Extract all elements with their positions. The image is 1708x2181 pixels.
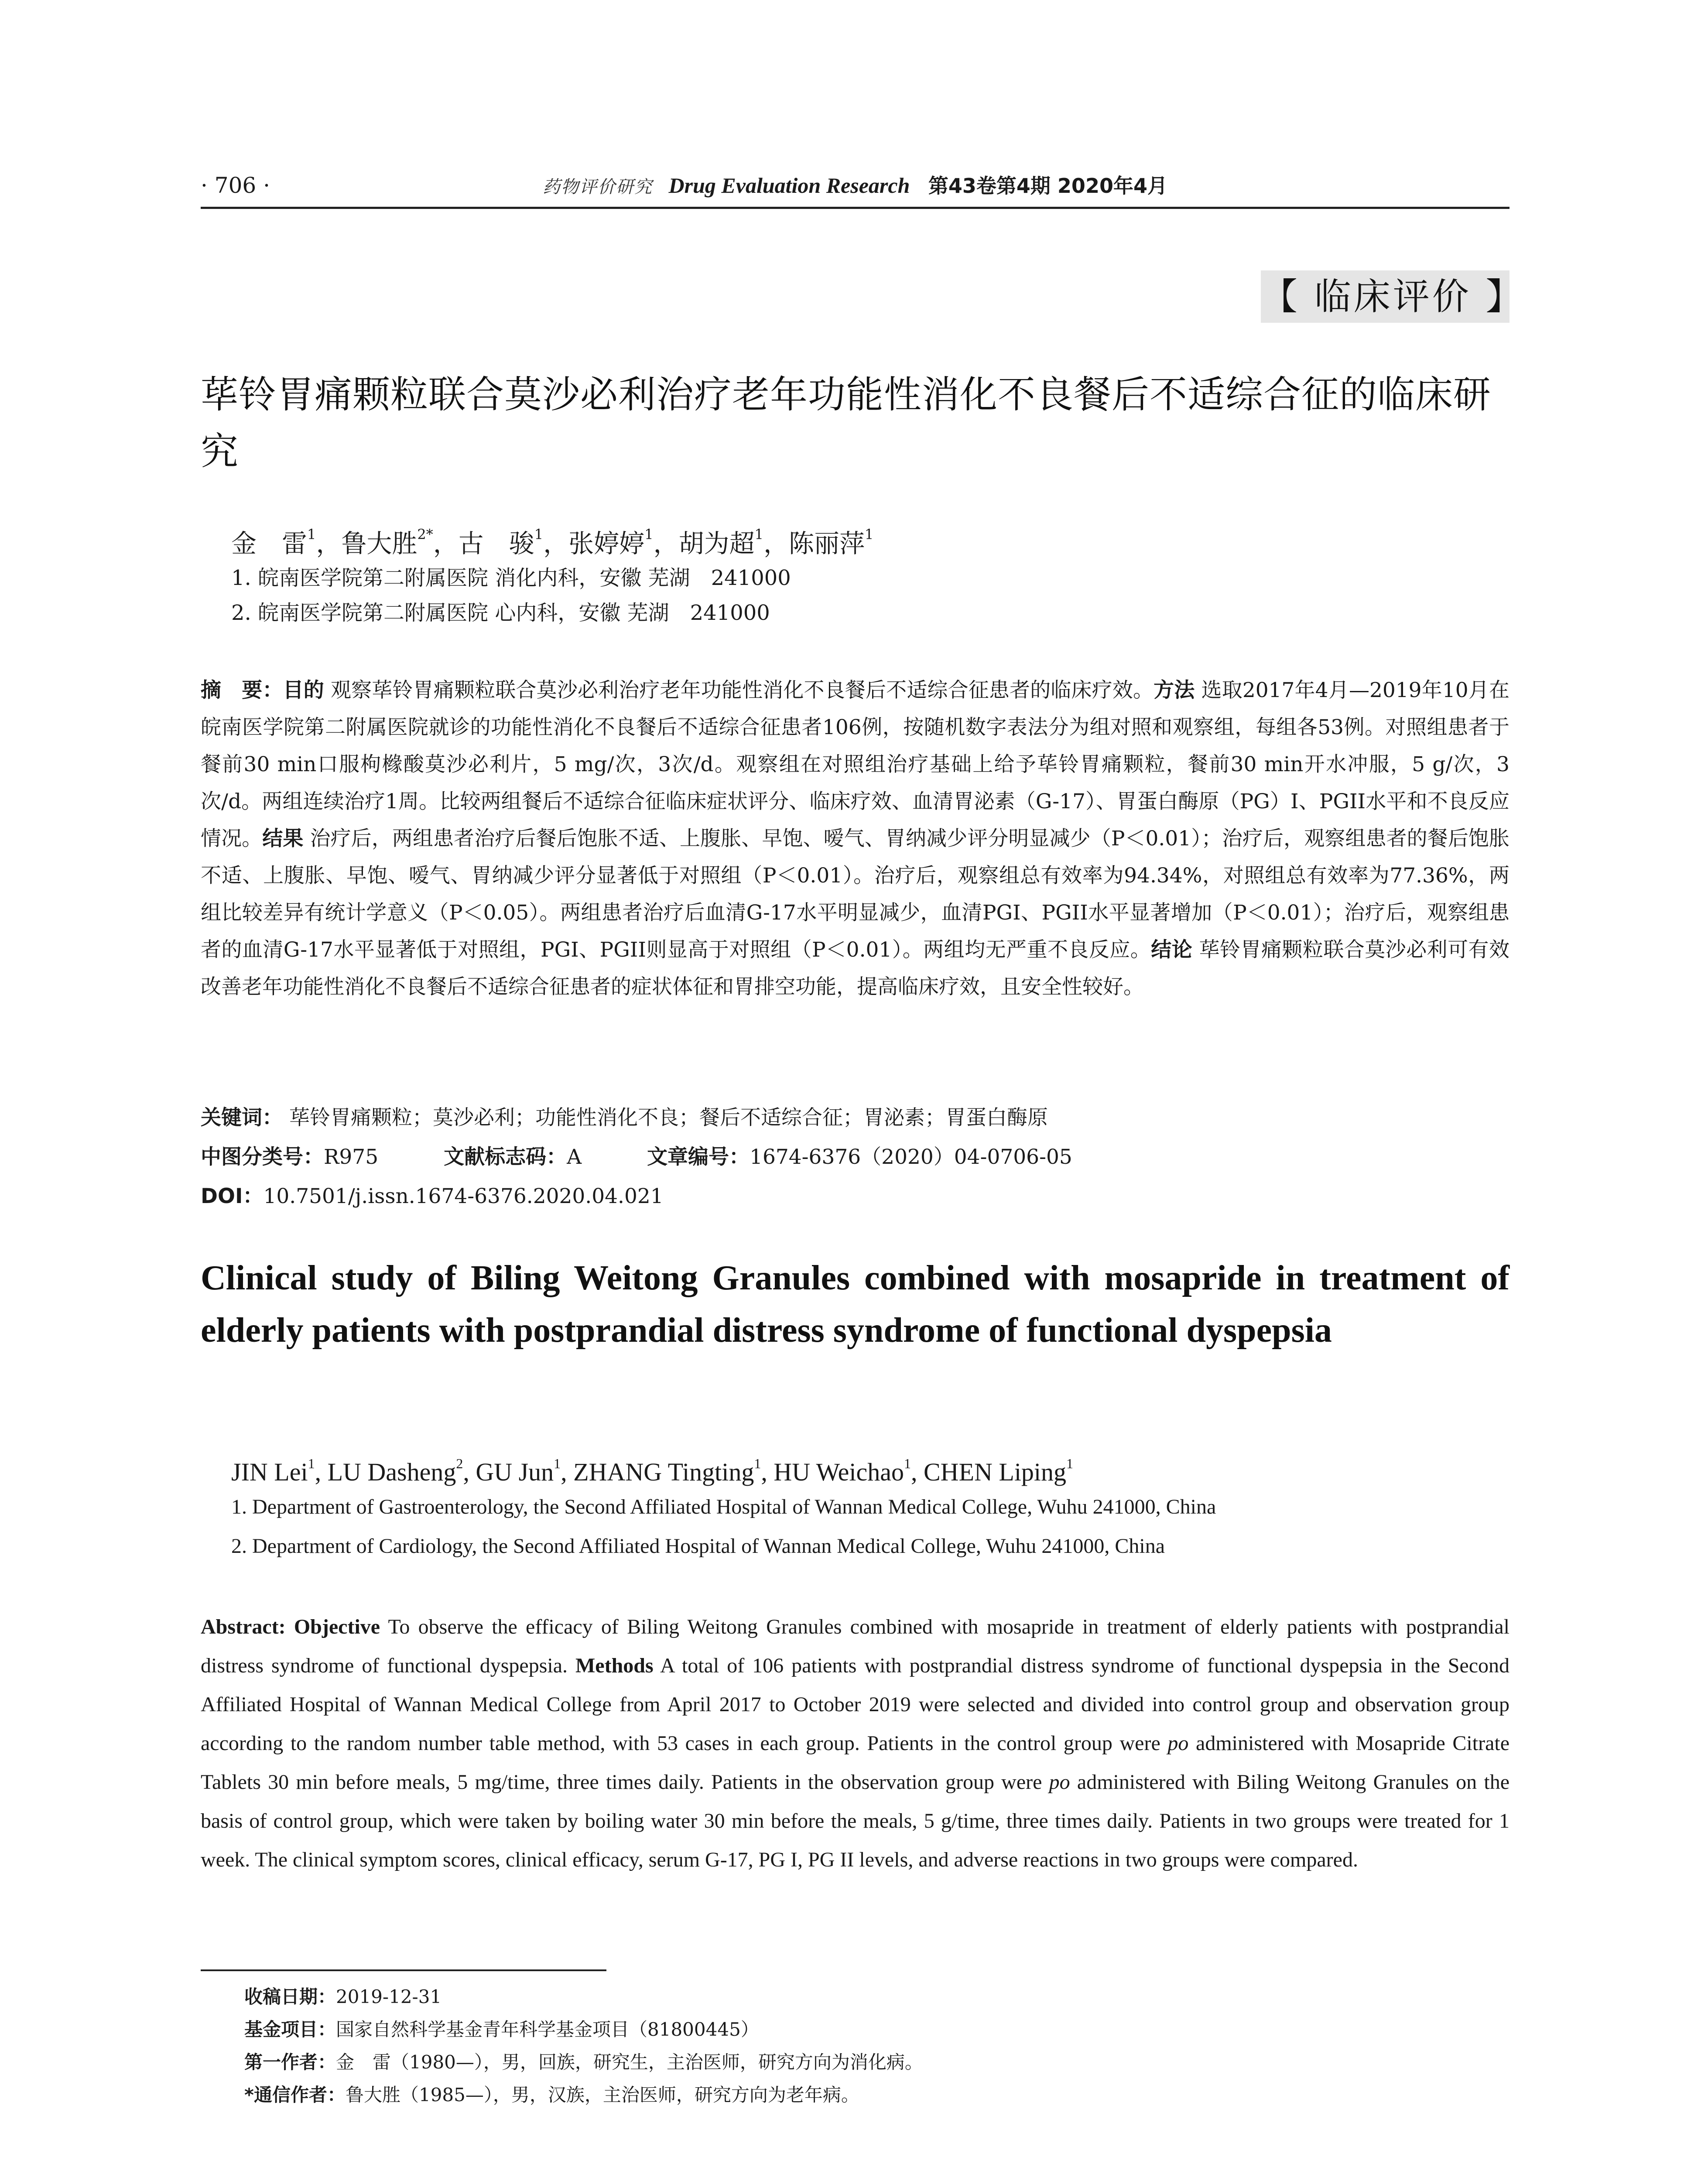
en-methods-text-3: administered with Biling Weitong Granules on the basis of control group, which were taken by boiling water 30 min before the meals, 5 g/time, three times daily. Patients in two groups were treated for 1 week. The clinical symptom scores, clinical efficacy, serum G-17, PG I, PG II levels, and adverse reactions in two groups were compared. [201,1771,1510,1871]
en-author-sup: 1 [1066,1456,1074,1471]
en-abstract-label: Abstract: [201,1615,286,1638]
cn-keywords-label: 关键词： [201,1106,283,1130]
cn-author: 古 骏 [458,529,534,558]
article-no-label: 文章编号： [647,1145,750,1169]
first-author-value: 金 雷（1980—），男，回族，研究生，主治医师，研究方向为消化病。 [336,2051,923,2073]
doi-value: 10.7501/j.issn.1674-6376.2020.04.021 [263,1184,664,1208]
journal-cn-logo: 药物评价研究 [543,177,653,197]
cn-affiliation-2: 2. 皖南医学院第二附属医院 心内科，安徽 芜湖 241000 [231,601,770,625]
cn-conclusion-text: 荜铃胃痛颗粒联合莫沙必利可有效改善老年功能性消化不良餐后不适综合征患者的症状体征和胃排空功能，提高临床疗效，且安全性较好。 [201,938,1509,999]
cn-title: 荜铃胃痛颗粒联合莫沙必利治疗老年功能性消化不良餐后不适综合征的临床研究 [201,373,1491,473]
en-author: LU Dasheng [327,1458,456,1486]
cn-results-label: 结果 [262,827,304,851]
footnote-first-author [244,2046,1509,2078]
en-methods-text-2: administered with Mosapride Citrate Tablets 30 min before meals, 5 mg/time, three times daily. Patients in the observation group were [201,1732,1510,1794]
en-abstract [201,1607,1509,1879]
received-value: 2019-12-31 [336,1986,442,2007]
cn-classification [201,1138,1509,1176]
cn-objective-text: 观察荜铃胃痛颗粒联合莫沙必利治疗老年功能性消化不良餐后不适综合征患者的临床疗效。 [331,678,1154,702]
running-header [201,170,1509,201]
en-author-sup: 1 [904,1456,911,1471]
doi-label: DOI： [201,1184,264,1208]
en-affiliation-1: 1. Department of Gastroenterology, the Second Affiliated Hospital of Wannan Medical College, Wuhu 241000, China [231,1495,1216,1518]
en-author-sup: 2 [456,1456,463,1471]
cn-affiliation-1: 1. 皖南医学院第二附属医院 消化内科，安徽 芜湖 241000 [231,566,791,590]
cn-abstract-label: 摘 要： [201,678,283,702]
first-author-label: 第一作者： [244,2051,336,2073]
en-author-list: JIN Lei$^1$, LU Dasheng$^2$, GU Jun$^1$, ZHANG Tingting$^1$, HU Weichao$^1$, CHEN Liping$^1$ [231,1456,1074,1486]
doi-line [201,1178,1509,1215]
cn-methods-label: 方法 [1153,678,1195,702]
header-divider [201,207,1509,209]
article-no-value: 1674-6376（2020）04-0706-05 [750,1145,1072,1169]
cn-author-sup: 1 [754,526,763,543]
corresponding-value: 鲁大胜（1985—），男，汉族，主治医师，研究方向为老年病。 [345,2084,859,2106]
en-affiliation-2: 2. Department of Cardiology, the Second Affiliated Hospital of Wannan Medical College, Wuhu 241000, China [231,1535,1165,1558]
cn-abstract [201,672,1509,1005]
fund-value: 国家自然科学基金青年科学基金项目（81800445） [336,2019,759,2040]
cn-author: 金 雷 [231,529,308,558]
en-author: HU Weichao [774,1458,904,1486]
fund-label: 基金项目： [244,2019,336,2040]
footnote-divider [201,1969,606,1971]
cn-author: 胡为超 [678,529,755,558]
cn-keywords [201,1099,1509,1136]
cn-results-text: 治疗后，两组患者治疗后餐后饱胀不适、上腹胀、早饱、嗳气、胃纳减少评分明显减少（P＜0.01）；治疗后，观察组患者的餐后饱胀不适、上腹胀、早饱、嗳气、胃纳减少评分显著低于对照组（P＜0.01）。治疗后，观察组总有效率为94.34%，对照组总有效率为77.36%，两组比较差异有统计学意义（P＜0.05）。两组患者治疗后血清G-17水平明显减少，血清PGI、PGII水平显著增加（P＜0.01）；治疗后，观察组患者的血清G-17水平显著低于对照组，PGI、PGII则显高于对照组（P＜0.01）。两组均无严重不良反应。 [201,827,1510,962]
po-italic-2: po [1049,1771,1070,1794]
cn-author: 张婷婷 [568,529,645,558]
en-author-sup: 1 [308,1456,315,1471]
footnote-fund [244,2013,1509,2046]
cn-methods-text: 选取2017年4月—2019年10月在皖南医学院第二附属医院就诊的功能性消化不良餐后不适综合征患者106例，按随机数字表法分为组对照和观察组，每组各53例。对照组患者于餐前30 min口服枸橼酸莫沙必利片，5 mg/次，3次/d。观察组在对照组治疗基础上给予荜铃胃痛颗粒，餐前30 min开水冲服，5 g/次，3次/d。两组连续治疗1周。比较两组餐后不适综合征临床症状评分、临床疗效、血清胃泌素（G-17）、胃蛋白酶原（PG）I、PGII水平和不良反应情况。 [201,678,1510,851]
en-methods-label: Methods [575,1654,654,1677]
clc-value: R975 [324,1145,379,1169]
en-author: CHEN Liping [924,1458,1067,1486]
received-label: 收稿日期： [244,1986,336,2007]
footnote-received [244,1980,1509,2013]
cn-objective-label: 目的 [283,678,324,702]
journal-en-name: Drug Evaluation Research [668,173,910,198]
footnotes [244,1980,1509,2111]
cn-author-sup: 2* [417,526,433,543]
cn-author-list: 金 雷$^1$，鲁大胜$^{2*}$，古 骏$^1$，张婷婷$^1$，胡为超$^1$，陈丽萍$^1$ [231,526,874,558]
en-author-sup: 1 [754,1456,761,1471]
journal-info [201,170,1509,202]
corresponding-label: *通信作者： [244,2084,346,2106]
en-objective-label: Objective [294,1615,380,1638]
doc-code-value: A [567,1145,582,1169]
cn-author-sup: 1 [534,526,544,543]
footnote-corresponding [244,2078,1509,2111]
cn-author-sup: 1 [644,526,654,543]
en-methods-text-1: A total of 106 patients with postprandial distress syndrome of functional dyspepsia in the Second Affiliated Hospital of Wannan Medical College from April 2017 to October 2019 were selected and divided into control group and observation group according to the random number table method, with 53 cases in each group. Patients in the control group were [201,1654,1509,1755]
cn-keywords-text: 荜铃胃痛颗粒；莫沙必利；功能性消化不良；餐后不适综合征；胃泌素；胃蛋白酶原 [289,1106,1048,1130]
en-objective-text: To observe the efficacy of Biling Weitong Granules combined with mosapride in treatment of elderly patients with postprandial distress syndrome of functional dyspepsia. [201,1615,1509,1677]
en-author-sup: 1 [554,1456,561,1471]
po-italic-1: po [1167,1732,1189,1755]
journal-issue: 第43卷第4期 2020年4月 [928,174,1167,198]
cn-author: 鲁大胜 [341,529,418,558]
en-title: Clinical study of Biling Weitong Granules combined with mosapride in treatment of elderly patients with postprandial distress syndrome of functional dyspepsia [201,1259,1509,1350]
en-author: GU Jun [476,1458,554,1486]
cn-author-sup: 1 [864,526,874,543]
page-number: · 706 · [201,173,270,198]
en-author: ZHANG Tingting [573,1458,754,1486]
cn-author: 陈丽萍 [788,529,865,558]
section-tag: 【 临床评价 】 [1261,270,1509,323]
clc-label: 中图分类号： [201,1145,324,1169]
en-author: JIN Lei [231,1458,308,1486]
cn-conclusion-label: 结论 [1151,938,1193,962]
cn-author-sup: 1 [307,526,316,543]
doc-code-label: 文献标志码： [444,1145,567,1169]
